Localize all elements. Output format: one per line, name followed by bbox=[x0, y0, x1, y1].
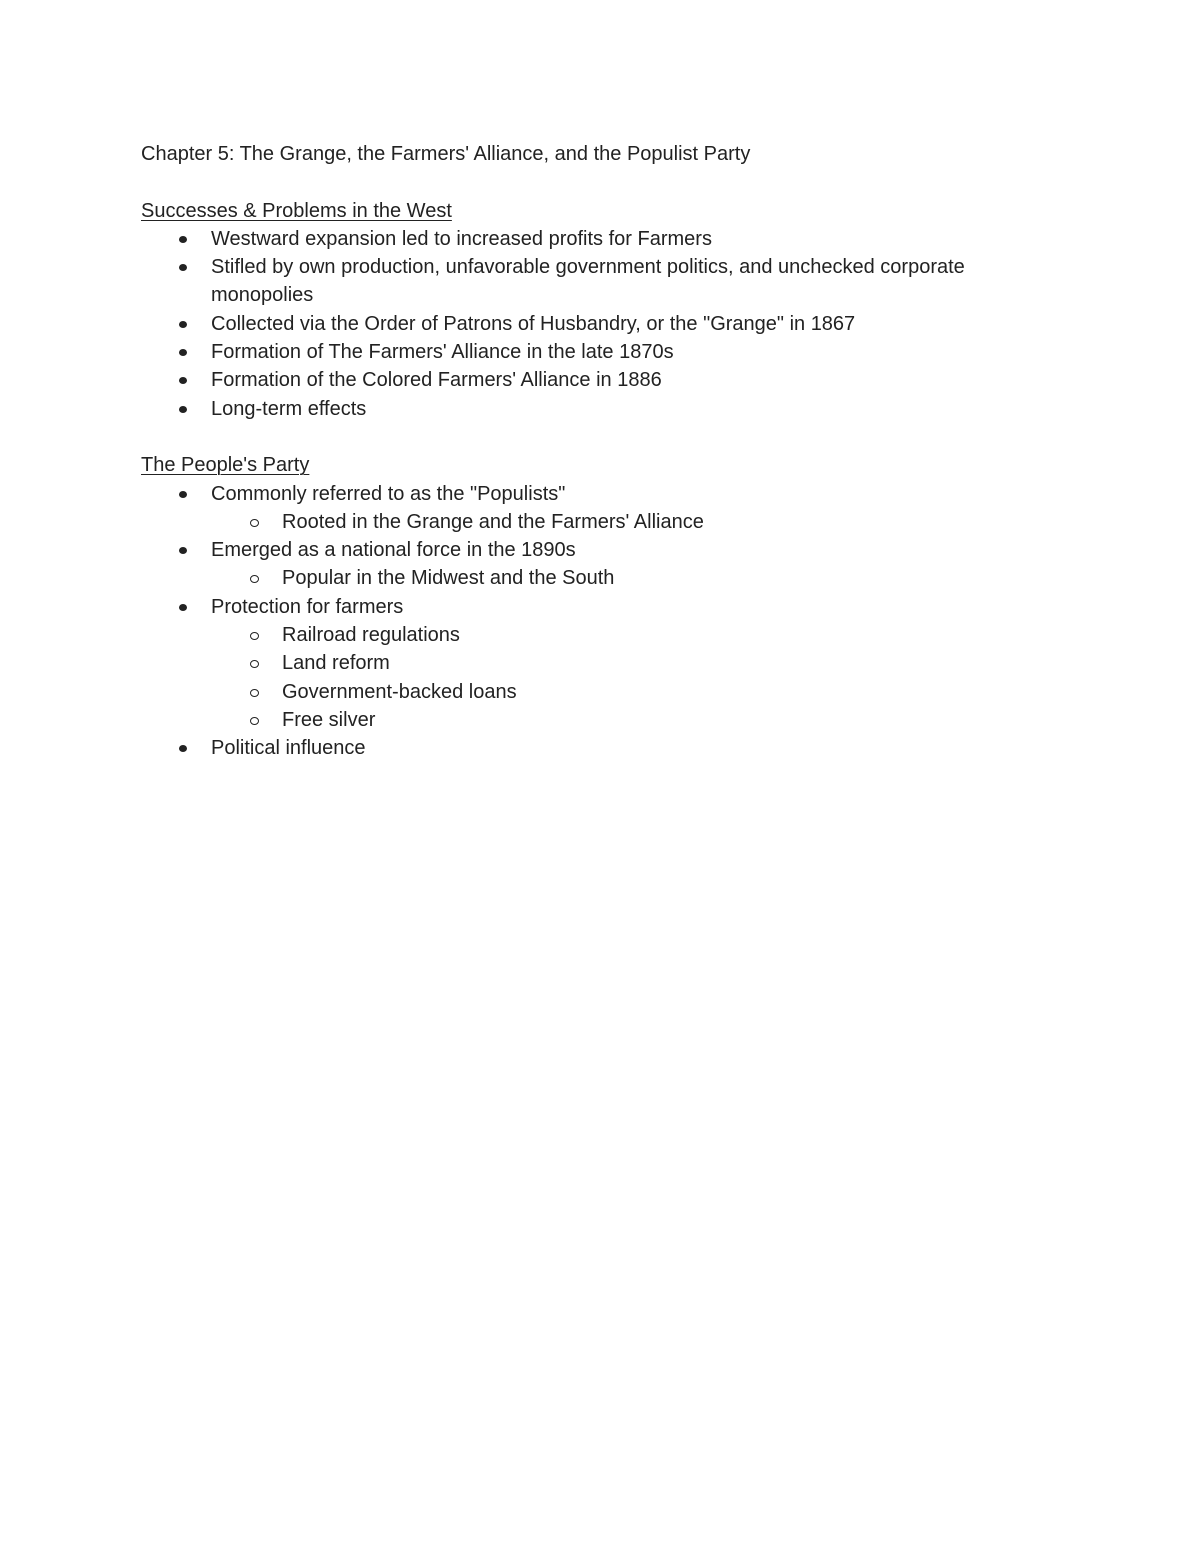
list-item-text: Collected via the Order of Patrons of Husbandry, or the "Grange" in 1867 bbox=[211, 312, 856, 335]
sub-list-item bbox=[141, 678, 1061, 706]
sub-list-item-text: Land reform bbox=[282, 652, 390, 675]
bullet-disc-icon bbox=[179, 236, 187, 243]
bullet-list bbox=[141, 480, 1061, 763]
sub-list-item bbox=[141, 649, 1061, 677]
list-item-text: Emerged as a national force in the 1890s bbox=[211, 539, 576, 562]
list-item-text: Westward expansion led to increased profits for Farmers bbox=[211, 227, 712, 250]
bullet-list bbox=[141, 225, 1061, 423]
sub-bullet-list bbox=[211, 564, 1061, 592]
bullet-disc-icon bbox=[179, 377, 187, 384]
sub-list-item-text: Rooted in the Grange and the Farmers' Alliance bbox=[282, 510, 704, 533]
sub-list-item bbox=[141, 621, 1061, 649]
list-item bbox=[141, 253, 1061, 310]
list-item-text: Stifled by own production, unfavorable government politics, and unchecked corporate monopolies bbox=[211, 256, 965, 307]
list-item bbox=[141, 366, 1061, 394]
bullet-disc-icon bbox=[179, 547, 187, 554]
document-body bbox=[141, 140, 1061, 763]
bullet-disc-icon bbox=[179, 264, 187, 271]
section-successes-problems bbox=[141, 197, 1061, 423]
sub-list-item-text: Railroad regulations bbox=[282, 624, 460, 647]
bullet-circle-icon bbox=[250, 717, 259, 725]
sub-list-item-text: Government-backed loans bbox=[282, 680, 517, 703]
list-item-text: Political influence bbox=[211, 737, 366, 760]
bullet-disc-icon bbox=[179, 491, 187, 498]
list-item-text: Formation of The Farmers' Alliance in the late 1870s bbox=[211, 341, 674, 364]
bullet-disc-icon bbox=[179, 745, 187, 752]
sub-list-item bbox=[141, 564, 1061, 592]
list-item bbox=[141, 310, 1061, 338]
list-item-text: Formation of the Colored Farmers' Alliance in 1886 bbox=[211, 369, 662, 392]
sub-bullet-list bbox=[211, 621, 1061, 734]
spacer bbox=[141, 168, 1061, 196]
bullet-disc-icon bbox=[179, 406, 187, 413]
section-heading: Successes & Problems in the West bbox=[141, 199, 452, 222]
bullet-circle-icon bbox=[250, 660, 259, 668]
spacer bbox=[141, 423, 1061, 451]
list-item-text: Commonly referred to as the "Populists" bbox=[211, 482, 566, 505]
sub-list-item bbox=[141, 508, 1061, 536]
list-item bbox=[141, 338, 1061, 366]
page-title: Chapter 5: The Grange, the Farmers' Alliance, and the Populist Party bbox=[141, 143, 751, 165]
section-heading: The People's Party bbox=[141, 454, 310, 477]
bullet-disc-icon bbox=[179, 321, 187, 328]
bullet-circle-icon bbox=[250, 689, 259, 697]
list-item-text: Protection for farmers bbox=[211, 595, 404, 618]
bullet-disc-icon bbox=[179, 349, 187, 356]
sub-list-item-text: Popular in the Midwest and the South bbox=[282, 567, 615, 590]
section-peoples-party bbox=[141, 451, 1061, 762]
list-item bbox=[141, 734, 1061, 762]
sub-list-item-text: Free silver bbox=[282, 708, 376, 731]
list-item bbox=[141, 536, 1061, 593]
sub-bullet-list bbox=[211, 508, 1061, 536]
list-item bbox=[141, 593, 1061, 734]
list-item bbox=[141, 480, 1061, 537]
list-item bbox=[141, 225, 1061, 253]
list-item bbox=[141, 395, 1061, 423]
list-item-text: Long-term effects bbox=[211, 397, 367, 420]
bullet-circle-icon bbox=[250, 519, 259, 527]
bullet-circle-icon bbox=[250, 632, 259, 640]
bullet-circle-icon bbox=[250, 575, 259, 583]
bullet-disc-icon bbox=[179, 604, 187, 611]
sub-list-item bbox=[141, 706, 1061, 734]
